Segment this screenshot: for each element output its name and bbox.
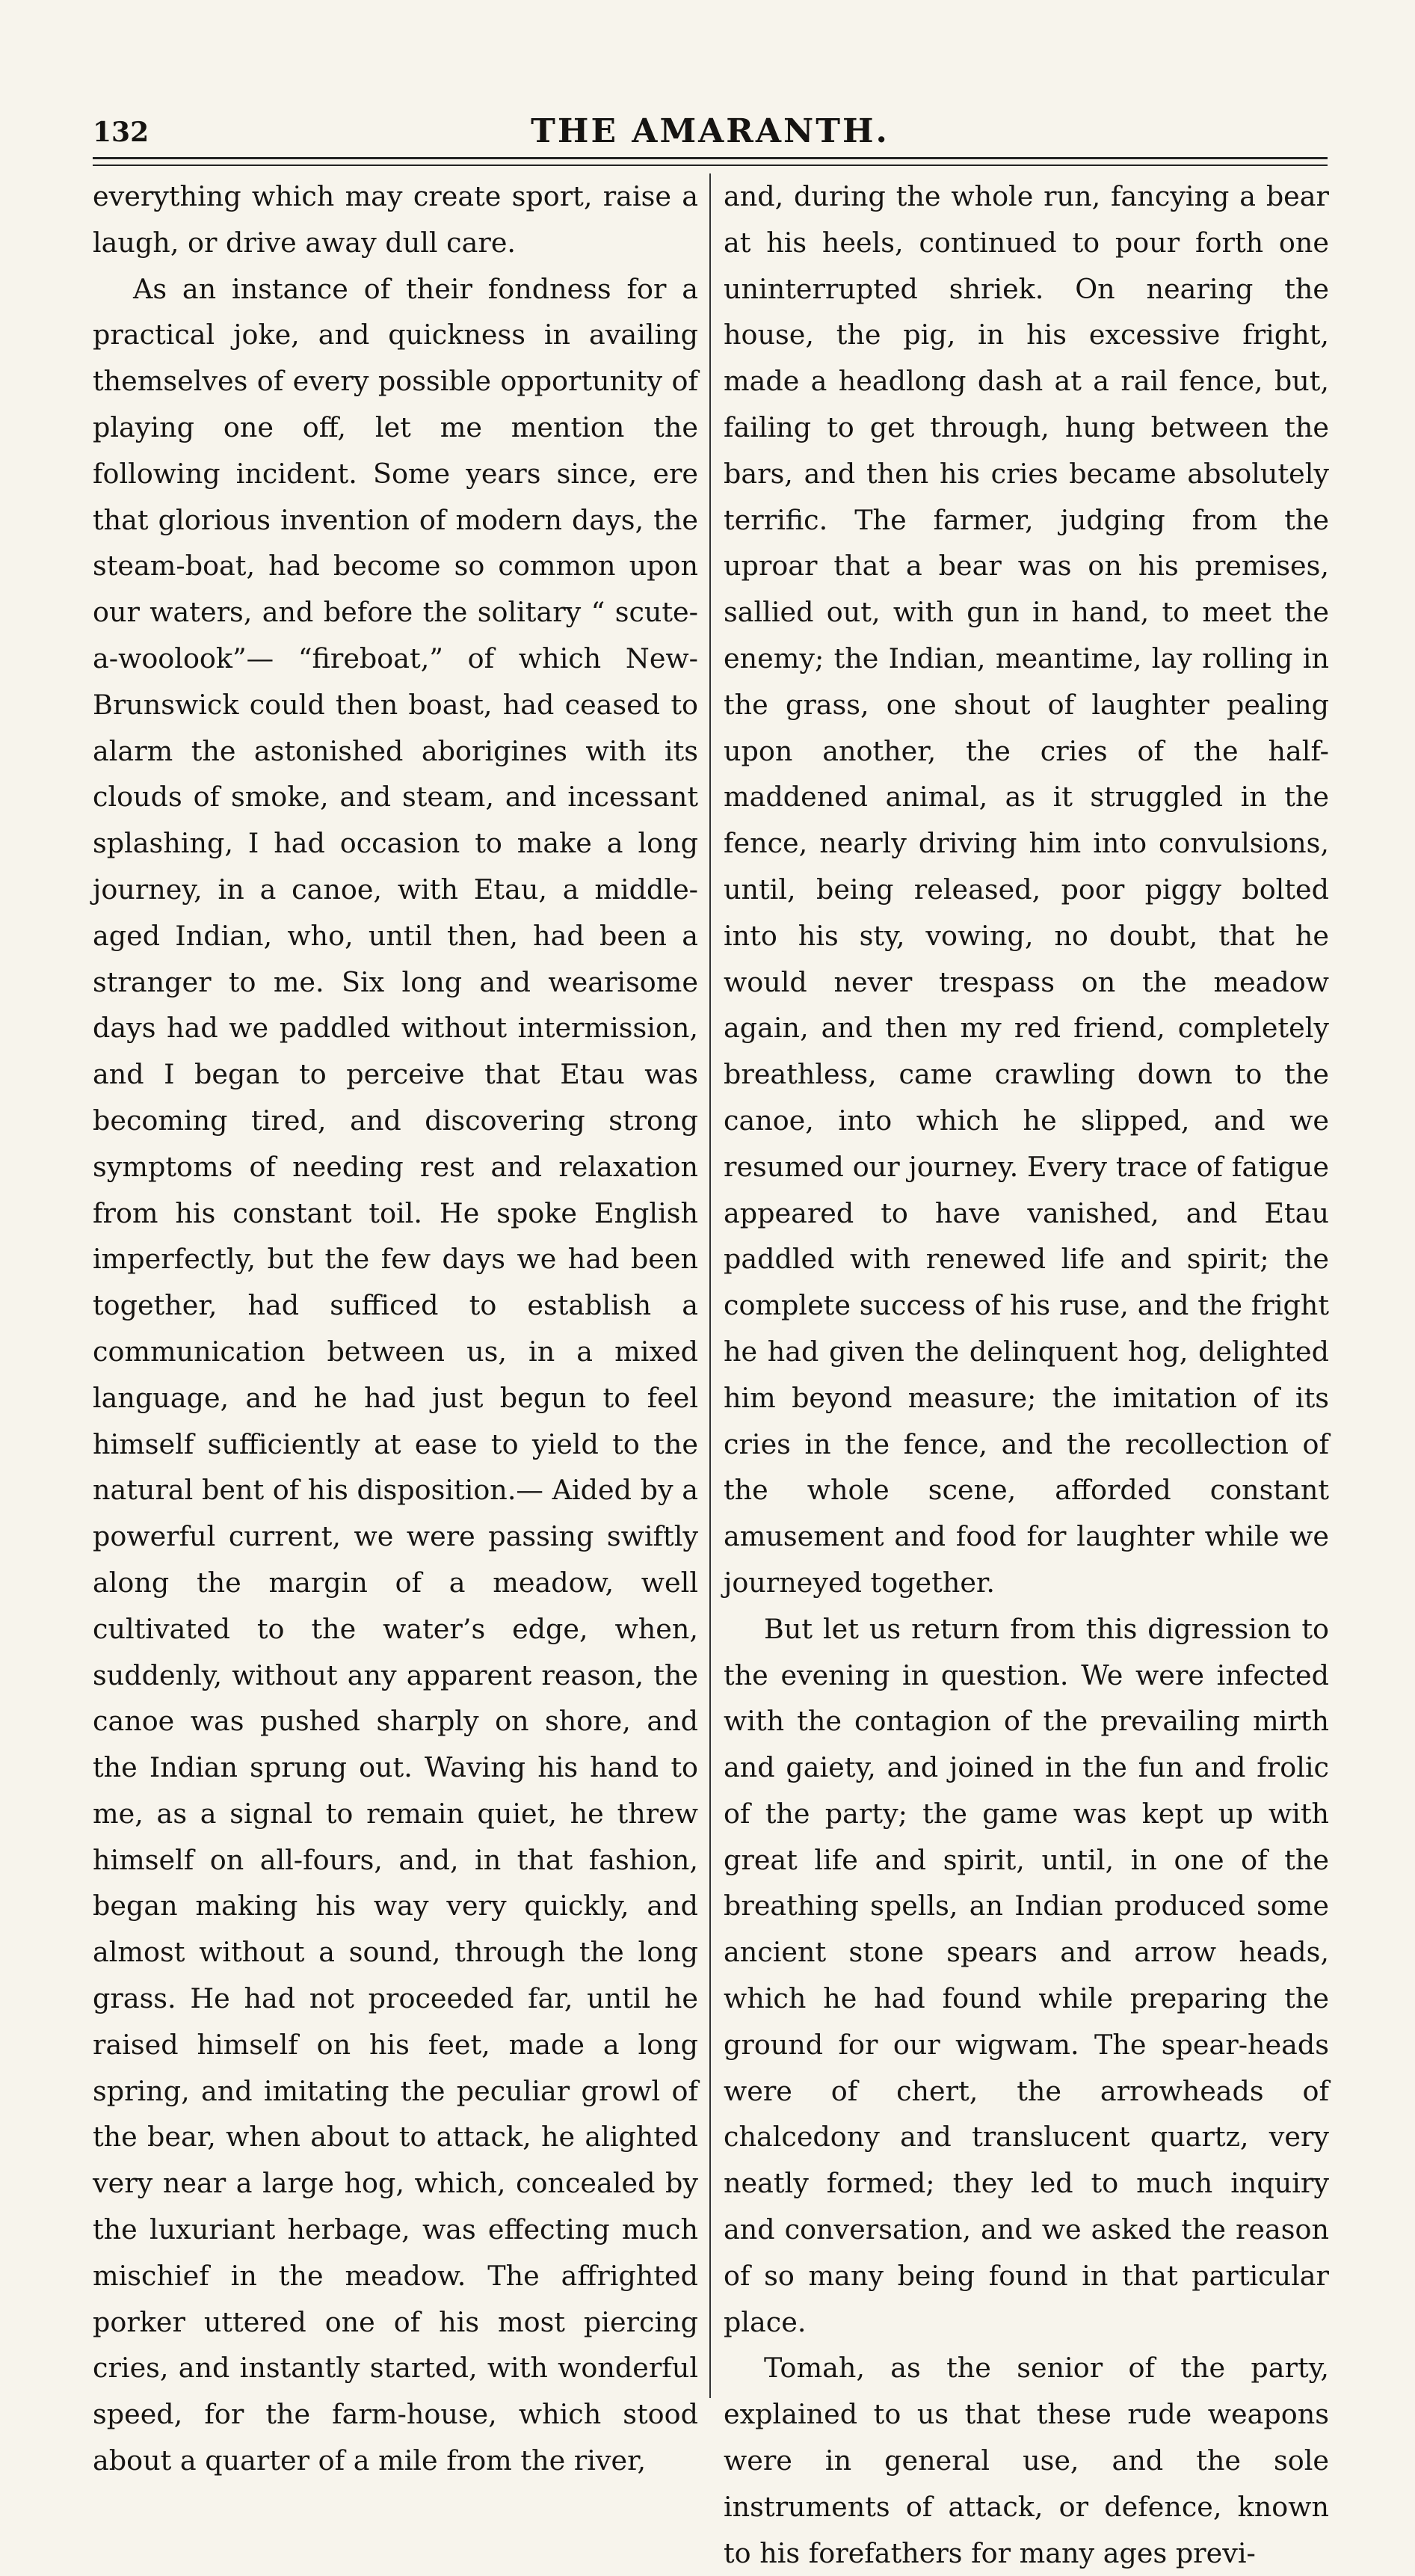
header-rule-top <box>93 157 1328 159</box>
column-divider <box>709 173 711 2398</box>
right-paragraph-2: But let us return from this digression to the evening in question. We were infected with the contagion of the prevailing mirth and gaiety, and joined in the fun and frolic of the party; the game was kept up with great life and spirit, until, in one of the breathing spells, an Indian produced some ancient stone spears and arrow heads, which he had found while preparing the ground for our wigwam. The spear-heads were of chert, the arrowheads of chalcedony and translucent quartz, very neatly formed; they led to much inquiry and conversation, and we asked the reason of so many being found in that particular place. <box>724 1612 1329 2338</box>
left-paragraph-1: everything which may create sport, raise a laugh, or drive away dull care. <box>93 180 698 259</box>
running-header <box>93 112 1328 157</box>
page-number: 132 <box>93 117 149 148</box>
right-paragraph-3: Tomah, as the senior of the party, explained to us that these rude weapons were in general use, and the sole instruments of attack, or defence, known to his forefathers for many ages previ- <box>724 2352 1329 2569</box>
journal-title: THE AMARANTH. <box>531 112 890 150</box>
left-column <box>93 173 698 2477</box>
left-paragraph-2: As an instance of their fondness for a practical joke, and quickness in availing themselves of every possible opportunity of playing one off, let me mention the following incident. Some years since, ere that glorious invention of modern days, the steam-boat, had become so common upon our waters, and before the solitary “ scute-a-woolook”— “fireboat,” of which New-Brunswick could then boast, had ceased to alarm the astonished aborigines with its clouds of smoke, and steam, and incessant splashing, I had occasion to make a long journey, in a canoe, with Etau, a middle-aged Indian, who, until then, had been a stranger to me. Six long and wearisome days had we paddled without intermission, and I began to perceive that Etau was becoming tired, and discovering strong symptoms of needing rest and relaxation from his constant toil. He spoke English imperfectly, but the few days we had been together, had sufficed to establish a communication between us, in a mixed language, and he had just begun to feel himself sufficiently at ease to yield to the natural bent of his disposition.— Aided by a powerful current, we were passing swiftly along the margin of a meadow, well cultivated to the water’s edge, when, suddenly, without any apparent reason, the canoe was pushed sharply on shore, and the Indian sprung out. Waving his hand to me, as a signal to remain quiet, he threw himself on all-fours, and, in that fashion, began making his way very quickly, and almost without a sound, through the long grass. He had not proceeded far, until he raised himself on his feet, made a long spring, and imitating the peculiar growl of the bear, when about to attack, he alighted very near a large hog, which, concealed by the luxuriant herbage, was effecting much mischief in the meadow. The affrighted porker uttered one of his most piercing cries, and instantly started, with wonderful speed, for the farm-house, which stood about a quarter of a mile from the river, <box>93 272 698 2477</box>
right-column <box>724 173 1329 2569</box>
header-rule-bottom <box>93 165 1328 166</box>
right-paragraph-1: and, during the whole run, fancying a bear at his heels, continued to pour forth one uninterrupted shriek. On nearing the house, the pig, in his excessive fright, made a headlong dash at a rail fence, but, failing to get through, hung between the bars, and then his cries became absolutely terrific. The farmer, judging from the uproar that a bear was on his premises, sallied out, with gun in hand, to meet the enemy; the Indian, meantime, lay rolling in the grass, one shout of laughter pealing upon another, the cries of the half-maddened animal, as it struggled in the fence, nearly driving him into convulsions, until, being released, poor piggy bolted into his sty, vowing, no doubt, that he would never trespass on the meadow again, and then my red friend, completely breathless, came crawling down to the canoe, into which he slipped, and we resumed our journey. Every trace of fatigue appeared to have vanished, and Etau paddled with renewed life and spirit; the complete success of his ruse, and the fright he had given the delinquent hog, delighted him beyond measure; the imitation of its cries in the fence, and the recollection of the whole scene, afforded constant amusement and food for laughter while we journeyed together. <box>724 180 1329 1599</box>
